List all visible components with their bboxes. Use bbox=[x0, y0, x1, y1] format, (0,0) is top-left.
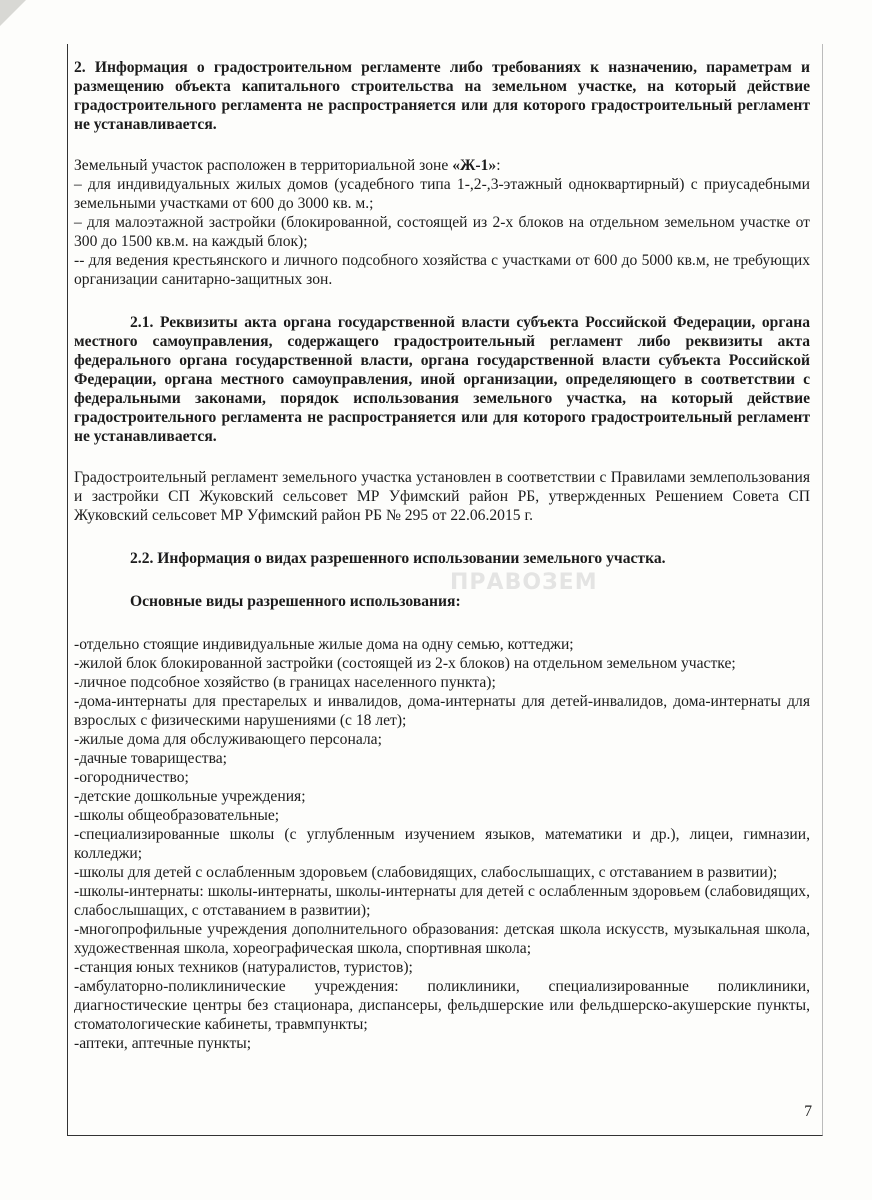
section-2-1-title: 2.1. Реквизиты акта органа государственной власти субъекта Российской Федерации, органа местного самоуправления, содержащего градостроительный регламент либо реквизиты акта федерального органа государственной власти, органа государственной власти субъекта Российской Федерации, органа местного самоуправления, иной организации, определяющего в соответствии с федеральными законами, порядок использования земельного участка, на который действие градостроительного регламента не распространяется или для которого градостроительный регламент не устанавливается. bbox=[74, 314, 810, 445]
zone-intro bbox=[74, 156, 810, 175]
use-item: -станция юных техников (натуралистов, туристов); bbox=[74, 959, 413, 976]
use-item: -личное подсобное хозяйство (в границах населенного пункта); bbox=[74, 674, 496, 691]
section-2-title: 2. Информация о градостроительном регламенте либо требованиях к назначению, параметрам и размещению объекта капитального строительства на земельном участке, на который действие градостроительного регламента не распространяется или для которого градостроительный регламент не устанавливается. bbox=[74, 59, 810, 133]
zone-name: «Ж-1» bbox=[452, 157, 497, 174]
use-item: -дома-интернаты для престарелых и инвалидов, дома-интернаты для детей-инвалидов, дома-интернаты для взрослых с физическими нарушениями (с 18 лет); bbox=[74, 693, 810, 729]
use-item: -дачные товарищества; bbox=[74, 750, 227, 767]
use-item: -специализированные школы (с углубленным изучением языков, математики и др.), лицеи, гимназии, колледжи; bbox=[74, 826, 810, 862]
use-item: -амбулаторно-поликлинические учреждения: поликлиники, специализированные поликлиники, диагностические центры без стационара, диспансеры, фельдшерские или фельдшерско-акушерские пункты, стоматологические кабинеты, травмпункты; bbox=[74, 978, 810, 1033]
use-item: -многопрофильные учреждения дополнительного образования: детская школа искусств, музыкальная школа, художественная школа, хореографическая школа, спортивная школа; bbox=[74, 921, 810, 957]
zone-intro-suffix: : bbox=[496, 157, 501, 174]
use-item: -отдельно стоящие индивидуальные жилые дома на одну семью, коттеджи; bbox=[74, 636, 574, 653]
use-item: -огородничество; bbox=[74, 769, 189, 786]
zone-item: – для малоэтажной застройки (блокированной, состоящей из 2-х блоков на отдельном земельном участке от 300 до 1500 кв.м. на каждый блок); bbox=[74, 214, 810, 250]
use-item: -аптеки, аптечные пункты; bbox=[74, 1035, 252, 1052]
use-item: -школы для детей с ослабленным здоровьем (слабовидящих, слабослышащих, с отставанием в развитии); bbox=[74, 864, 778, 881]
zone-intro-prefix: Земельный участок расположен в территориальной зоне bbox=[74, 157, 453, 174]
main-uses-title: Основные виды разрешенного использования: bbox=[130, 593, 461, 610]
use-item: -жилые дома для обслуживающего персонала; bbox=[74, 731, 382, 748]
page-number: 7 bbox=[804, 1103, 812, 1120]
page-corner-fold bbox=[0, 0, 26, 26]
use-item: -детские дошкольные учреждения; bbox=[74, 788, 306, 805]
use-item: -жилой блок блокированной застройки (состоящей из 2-х блоков) на отдельном земельном участке; bbox=[74, 655, 736, 672]
document-content bbox=[74, 58, 810, 1053]
section-2-1-text: Градостроительный регламент земельного участка установлен в соответствии с Правилами землепользования и застройки СП Жуковский сельсовет МР Уфимский район РБ, утвержденных Решением Совета СП Жуковский сельсовет МР Уфимский район РБ № 295 от 22.06.2015 г. bbox=[74, 469, 810, 524]
use-item: -школы-интернаты: школы-интернаты, школы-интернаты для детей с ослабленным здоровьем (слабовидящих, слабослышащих, с отставанием в развитии); bbox=[74, 883, 810, 919]
zone-item: -- для ведения крестьянского и личного подсобного хозяйства с участками от 600 до 5000 кв.м, не требующих организации санитарно-защитных зон. bbox=[74, 252, 810, 288]
section-2-2-title: 2.2. Информация о видах разрешенного использовании земельного участка. bbox=[130, 550, 666, 567]
zone-item: – для индивидуальных жилых домов (усадебного типа 1-,2-,3-этажный одноквартирный) с приусадебными земельными участками от 600 до 3000 кв. м.; bbox=[74, 176, 810, 212]
watermark: ПРАВОЗЕМ bbox=[450, 570, 598, 595]
use-item: -школы общеобразовательные; bbox=[74, 807, 280, 824]
